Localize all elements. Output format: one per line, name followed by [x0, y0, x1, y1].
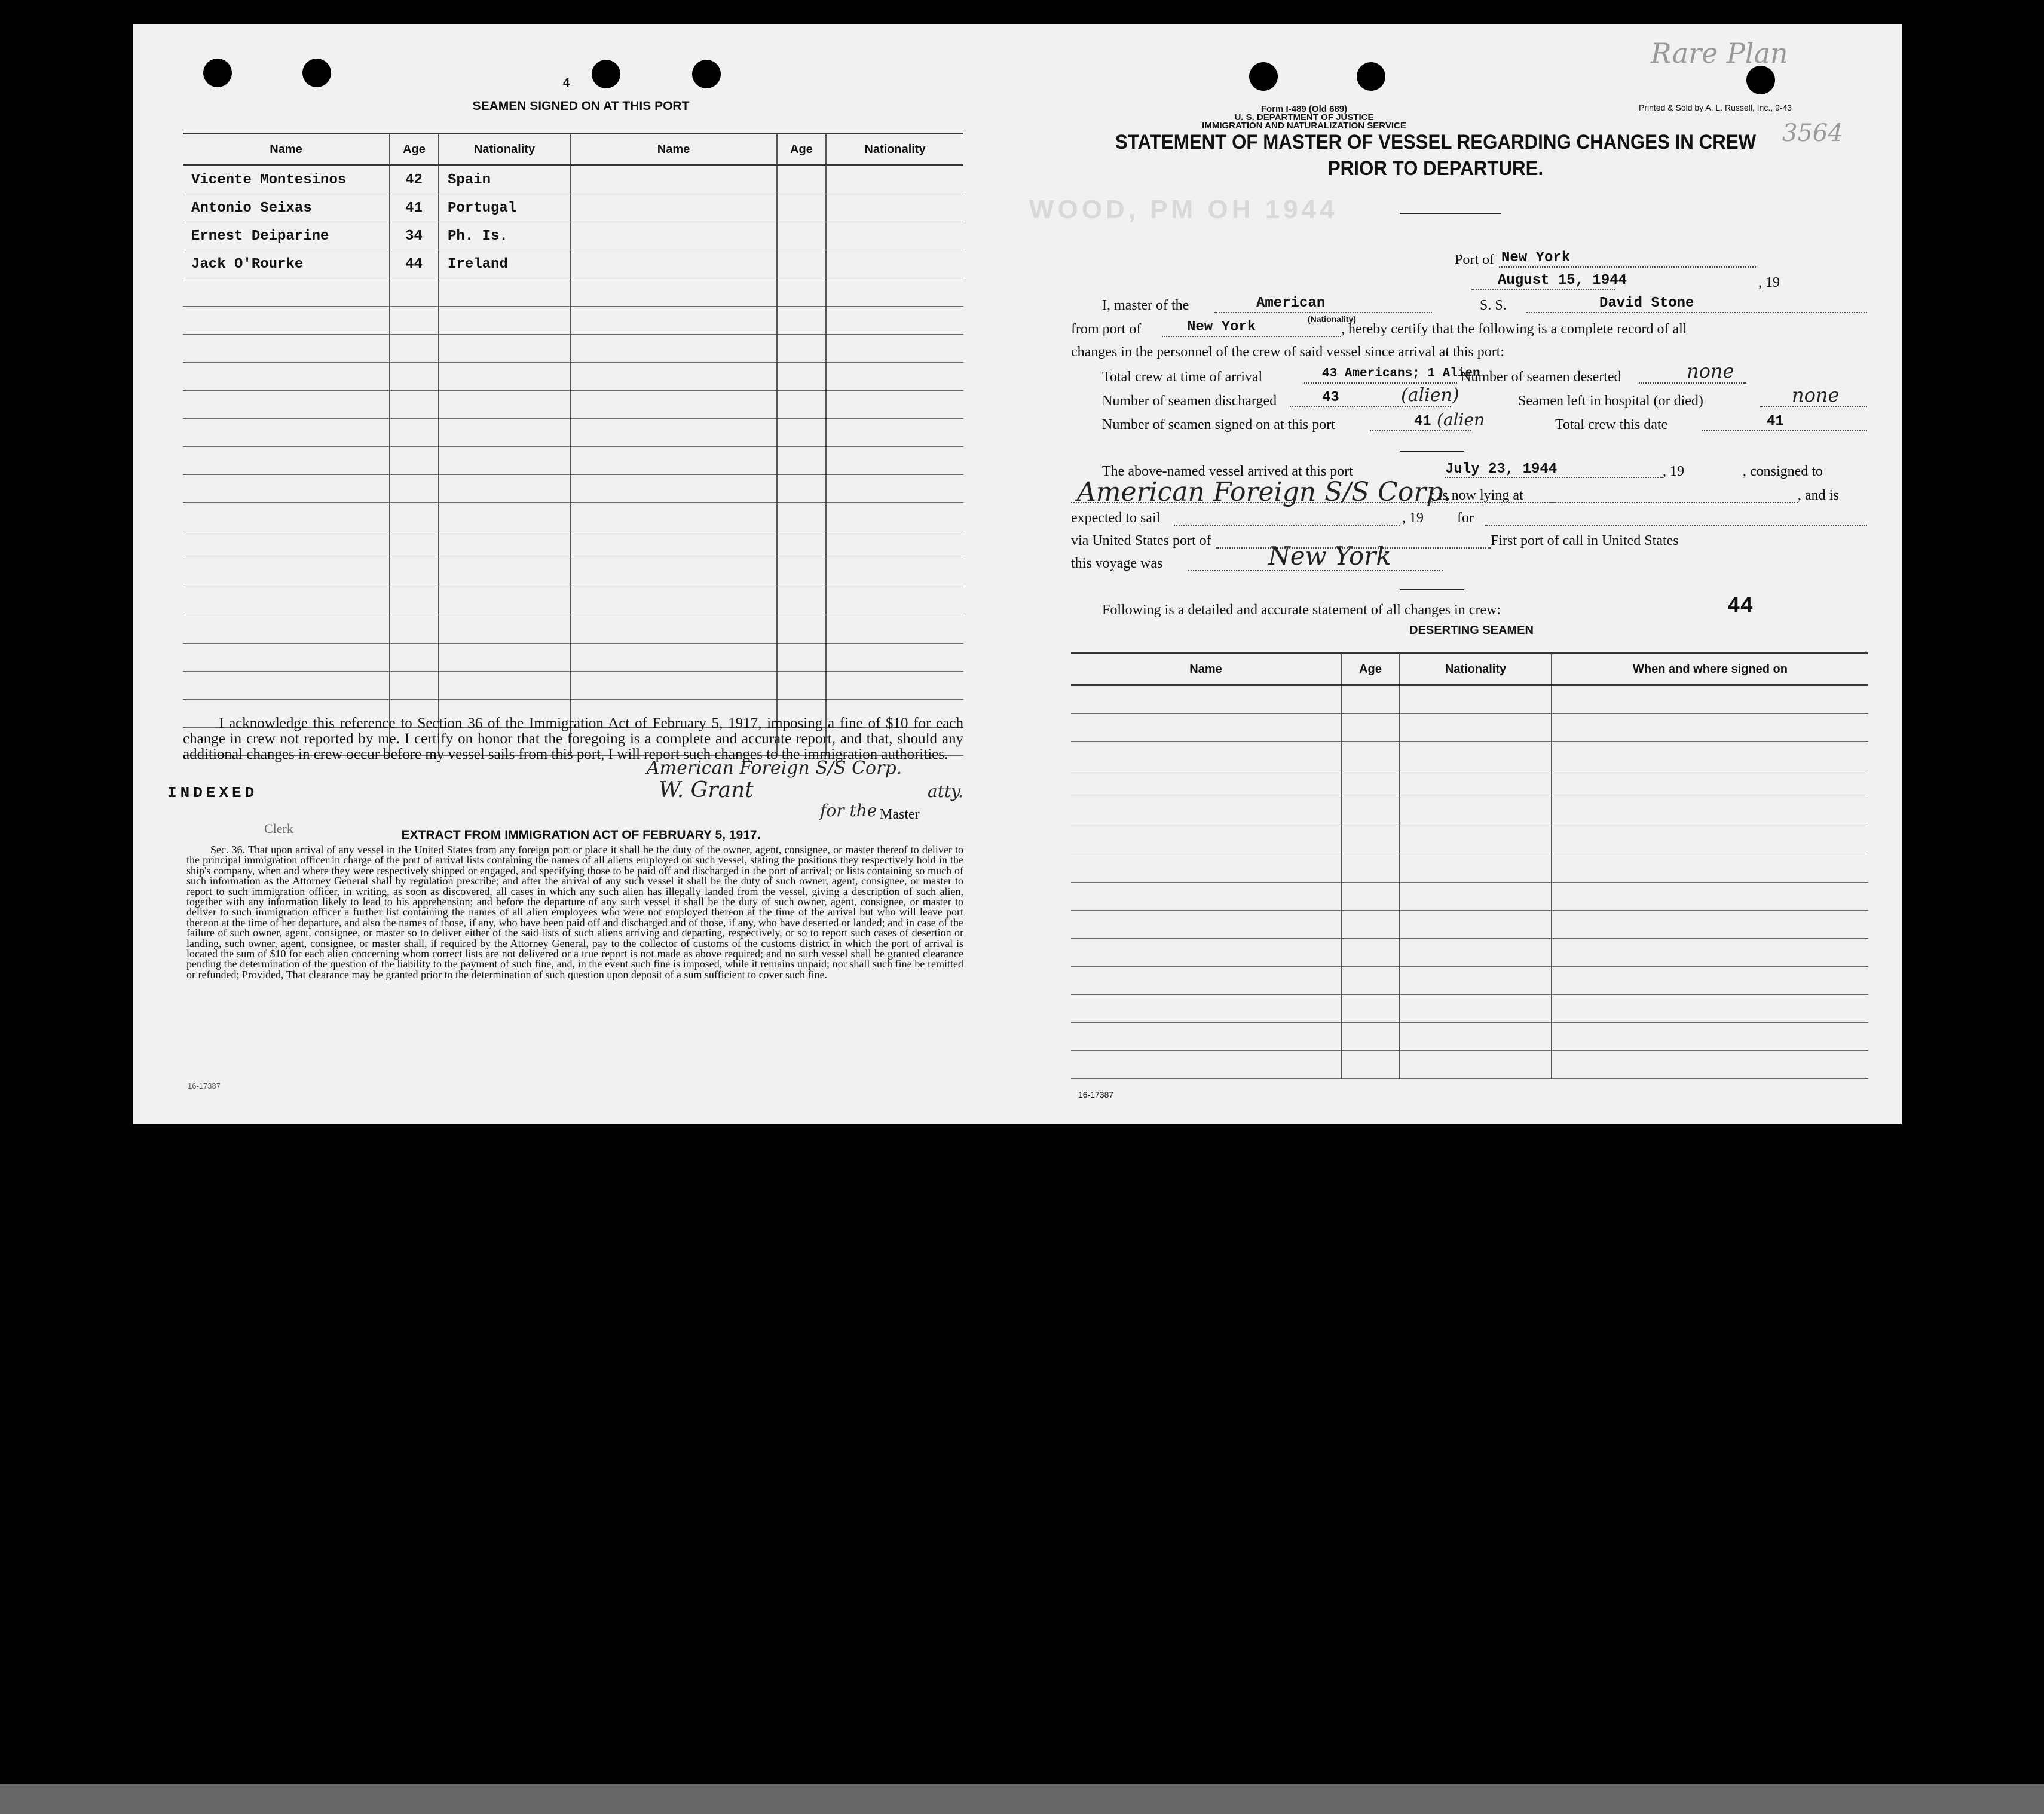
col-header-name: Name	[570, 134, 777, 166]
table-row-empty	[183, 363, 963, 391]
signature-forthe: for the	[820, 801, 877, 820]
signed-on-value: 41	[1414, 413, 1431, 430]
seaman-age: 34	[390, 222, 439, 250]
from-port-value: New York	[1187, 319, 1256, 335]
department-name: U. S. DEPARTMENT OF JUSTICE	[1234, 112, 1374, 122]
seaman-name: Antonio Seixas	[183, 194, 390, 222]
col-header-name: Name	[1071, 654, 1341, 685]
deserted-label: Number of seamen deserted	[1461, 369, 1621, 385]
deserted-value: none	[1687, 360, 1734, 382]
page-number: 4	[563, 76, 570, 90]
deserting-seamen-table	[1071, 652, 1868, 1079]
table-row-empty	[183, 419, 963, 447]
col-header-nationality: Nationality	[439, 134, 570, 166]
extract-title: EXTRACT FROM IMMIGRATION ACT OF FEBRUARY 5, 1917.	[401, 828, 761, 842]
consignee-value: American Foreign S/S Corp.	[1077, 477, 1452, 507]
nationality-caption: (Nationality)	[1308, 314, 1356, 324]
form-number: Form I-489 (Old 689)	[1260, 104, 1348, 114]
service-name: IMMIGRATION AND NATURALIZATION SERVICE	[1202, 121, 1406, 131]
table-row-empty	[183, 447, 963, 475]
form-header	[1065, 105, 1543, 130]
seaman-nationality: Ph. Is.	[439, 222, 570, 250]
field-underline	[1760, 406, 1867, 407]
following-text: Following is a detailed and accurate statement of all changes in crew:	[1102, 602, 1501, 618]
total-crew-value: 43 Americans; 1 Alien	[1322, 367, 1480, 381]
discharged-note: (alien)	[1401, 385, 1459, 406]
col-header-nationality: Nationality	[826, 134, 963, 166]
table-row	[183, 194, 963, 222]
table-row-empty	[183, 672, 963, 700]
signature-name: W. Grant	[659, 778, 754, 802]
port-of-value: New York	[1501, 250, 1571, 266]
clerk-stamp: Clerk	[264, 821, 293, 836]
title-line-2: PRIOR TO DEPARTURE.	[1327, 157, 1544, 180]
title-line-1: STATEMENT OF MASTER OF VESSEL REGARDING CHANGES IN CREW	[1115, 131, 1757, 154]
punch-hole-icon	[1746, 66, 1775, 94]
changes-count: 44	[1727, 594, 1754, 618]
field-underline	[1304, 382, 1457, 384]
from-port-label: from port of	[1071, 321, 1142, 337]
signed-on-label: Number of seamen signed on at this port	[1102, 417, 1335, 433]
table-row-empty	[1071, 967, 1868, 995]
punch-hole-icon	[203, 59, 232, 87]
divider	[1400, 589, 1464, 590]
field-underline	[1370, 430, 1471, 431]
certify-text: , hereby certify that the following is a complete record of all	[1341, 321, 1687, 337]
ship-name: David Stone	[1599, 295, 1694, 311]
field-underline	[1526, 312, 1867, 313]
col-header-age: Age	[390, 134, 439, 166]
field-underline	[1702, 430, 1867, 431]
expected-label: expected to sail	[1071, 510, 1161, 526]
document-title	[1106, 129, 1765, 182]
for-label: for	[1457, 510, 1474, 526]
via-label: via United States port of	[1071, 533, 1211, 549]
col-header-nationality: Nationality	[1400, 654, 1552, 685]
seaman-nationality: Portugal	[439, 194, 570, 222]
field-underline	[1485, 525, 1867, 526]
changes-text: changes in the personnel of the crew of said vessel since arrival at this port:	[1071, 344, 1505, 360]
col-header-age: Age	[777, 134, 826, 166]
arrived-value: July 23, 1944	[1445, 461, 1558, 477]
table-row-empty	[1071, 826, 1868, 854]
left-form-code: 16-17387	[188, 1081, 221, 1090]
first-port-label: First port of call in United States	[1491, 533, 1679, 549]
punch-hole-icon	[1249, 62, 1278, 91]
scan-edge-strip	[0, 1784, 2044, 1814]
punch-hole-icon	[1357, 62, 1385, 91]
discharged-label: Number of seamen discharged	[1102, 393, 1277, 409]
table-row-empty	[183, 307, 963, 335]
expected-19: , 19	[1402, 510, 1424, 526]
table-row-empty	[1071, 770, 1868, 798]
table-row-empty	[183, 503, 963, 531]
extract-text: Sec. 36. That upon arrival of any vessel in the United States from any foreign port or place it shall be the duty of the owner, agent, consignee, or master thereof to deliver to the principal immigration officer in charge of the port of arrival lists containing the names of all aliens employed on such vessel, stating the positions they respectively hold in the ship's company, when and where they were respectively shipped or engaged, and specifying those to be paid off and discharged in the port of arrival; or lists containing so much of such information as the Attorney General shall by regulation prescribe; and after the arrival of any such vessel it shall be the duty of such owner, agent, consignee, or master to report to such immigration officer, in writing, as soon as discovered, all cases in which any such alien has illegally landed from the vessel, giving a description of such alien, together with any information likely to lead to his apprehension; and before the departure of any such vessel it shall be the duty of such owner, agent, consignee, or master to deliver to such immigration officer a further list containing the names of all alien employees who were not employed thereon at the time of the arrival but who will leave port thereon at the time of her departure, and also the names of those, if any, who have been paid off and discharged and of those, if any, who have deserted or landed; and in case of the failure of such owner, agent, consignee, or master so to deliver either of the said lists of such aliens arriving and departing, respectively, or so to report such cases of desertion or landing, such owner, agent, consignee, or master shall, if required by the Attorney General, pay to the collector of customs of the customs district in which the port of arrival is located the sum of $10 for each alien concerning whom correct lists are not delivered or a true report is not made as above required; and no such vessel shall be granted clearance pending the determination of the question of the liability to the payment of such fine, and, in the event such fine is imposed, while it remains unpaid; nor shall such fine be remitted or refunded; Provided, That clearance may be granted prior to the determination of such question upon deposit of a sum sufficient to cover such fine.	[186, 844, 963, 980]
document-sheet	[133, 24, 1902, 1124]
discharged-value: 43	[1322, 390, 1339, 406]
col-header-when-where: When and where signed on	[1552, 654, 1868, 685]
hospital-value: none	[1792, 384, 1840, 406]
date-value: August 15, 1944	[1498, 272, 1627, 289]
seaman-age: 44	[390, 250, 439, 278]
seaman-nationality: Spain	[439, 166, 570, 194]
total-crew-date-value: 41	[1767, 413, 1784, 430]
table-row-empty	[1071, 798, 1868, 826]
corner-number: 3564	[1782, 119, 1843, 147]
table-row-empty	[183, 531, 963, 559]
col-header-age: Age	[1341, 654, 1400, 685]
divider	[1400, 451, 1464, 452]
seaman-age: 41	[390, 194, 439, 222]
port-of-label: Port of	[1455, 252, 1494, 268]
table-row-empty	[1071, 939, 1868, 967]
seaman-nationality: Ireland	[439, 250, 570, 278]
right-form-code: 16-17387	[1078, 1090, 1114, 1099]
field-underline	[1162, 336, 1341, 337]
hospital-label: Seamen left in hospital (or died)	[1518, 393, 1703, 409]
signature-company: American Foreign S/S Corp.	[647, 758, 902, 779]
table-row-empty	[1071, 854, 1868, 883]
arrived-text: The above-named vessel arrived at this port	[1102, 464, 1353, 479]
field-underline	[1471, 289, 1615, 290]
deserting-title: DESERTING SEAMEN	[1409, 624, 1534, 637]
punch-hole-icon	[592, 60, 620, 88]
field-underline	[1550, 502, 1798, 503]
table-row-empty	[183, 587, 963, 615]
master-label: Master	[880, 807, 920, 822]
field-underline	[1499, 266, 1756, 268]
table-row-empty	[1071, 995, 1868, 1023]
punch-hole-icon	[302, 59, 331, 87]
table-row-empty	[1071, 1023, 1868, 1051]
left-table-title: SEAMEN SIGNED ON AT THIS PORT	[472, 99, 690, 113]
table-row-empty	[1071, 742, 1868, 770]
table-row	[183, 166, 963, 194]
voyage-value: New York	[1268, 541, 1391, 571]
table-row-empty	[183, 335, 963, 363]
table-row	[183, 250, 963, 278]
table-row-empty	[183, 644, 963, 672]
master-of-label: I, master of the	[1102, 298, 1189, 313]
voyage-label: this voyage was	[1071, 556, 1163, 571]
table-row-empty	[1071, 883, 1868, 911]
arrived-19: , 19	[1663, 464, 1684, 479]
corner-note: Rare Plan	[1651, 37, 1788, 69]
table-row-empty	[183, 559, 963, 587]
printer-note: Printed & Sold by A. L. Russell, Inc., 9-43	[1639, 103, 1792, 112]
nationality-value: American	[1256, 295, 1326, 311]
field-underline	[1214, 312, 1432, 313]
punch-hole-icon	[692, 60, 721, 88]
indexed-stamp: INDEXED	[167, 784, 258, 802]
table-row-empty	[1071, 685, 1868, 714]
field-underline	[1174, 525, 1400, 526]
signature-atty: atty.	[928, 782, 964, 801]
table-row-empty	[183, 615, 963, 644]
divider	[1400, 213, 1501, 214]
seaman-name: Jack O'Rourke	[183, 250, 390, 278]
seaman-name: Ernest Deiparine	[183, 222, 390, 250]
seamen-signed-on-table	[183, 133, 963, 756]
date-suffix: , 19	[1758, 275, 1780, 290]
signed-on-note: (alien	[1437, 410, 1485, 430]
col-header-name: Name	[183, 134, 390, 166]
table-row-empty	[183, 391, 963, 419]
seaman-name: Vicente Montesinos	[183, 166, 390, 194]
field-underline	[1639, 382, 1746, 384]
lying-at-label: ; is now lying at	[1431, 488, 1523, 503]
field-underline	[1290, 406, 1451, 407]
table-row	[183, 222, 963, 250]
table-row-empty	[183, 475, 963, 503]
table-row-empty	[1071, 1051, 1868, 1079]
table-row-empty	[183, 278, 963, 307]
ss-label: S. S.	[1480, 298, 1507, 313]
table-row-empty	[1071, 714, 1868, 742]
total-crew-date-label: Total crew this date	[1555, 417, 1668, 433]
faint-stamp: WOOD, PM OH 1944	[1029, 195, 1338, 224]
total-crew-label: Total crew at time of arrival	[1102, 369, 1263, 385]
seaman-age: 42	[390, 166, 439, 194]
and-is-label: , and is	[1798, 488, 1839, 503]
acknowledgment-text: I acknowledge this reference to Section 36 of the Immigration Act of February 5, 1917, imposing a fine of $10 for each change in crew not reported by me. I certify on honor that the foregoing is a complete and accurate report, and that, should any additional changes in crew occur before my vessel sails from this port, I will report such changes to the immigration authorities.	[183, 715, 963, 762]
consigned-to-label: , consigned to	[1743, 464, 1823, 479]
table-row-empty	[1071, 911, 1868, 939]
